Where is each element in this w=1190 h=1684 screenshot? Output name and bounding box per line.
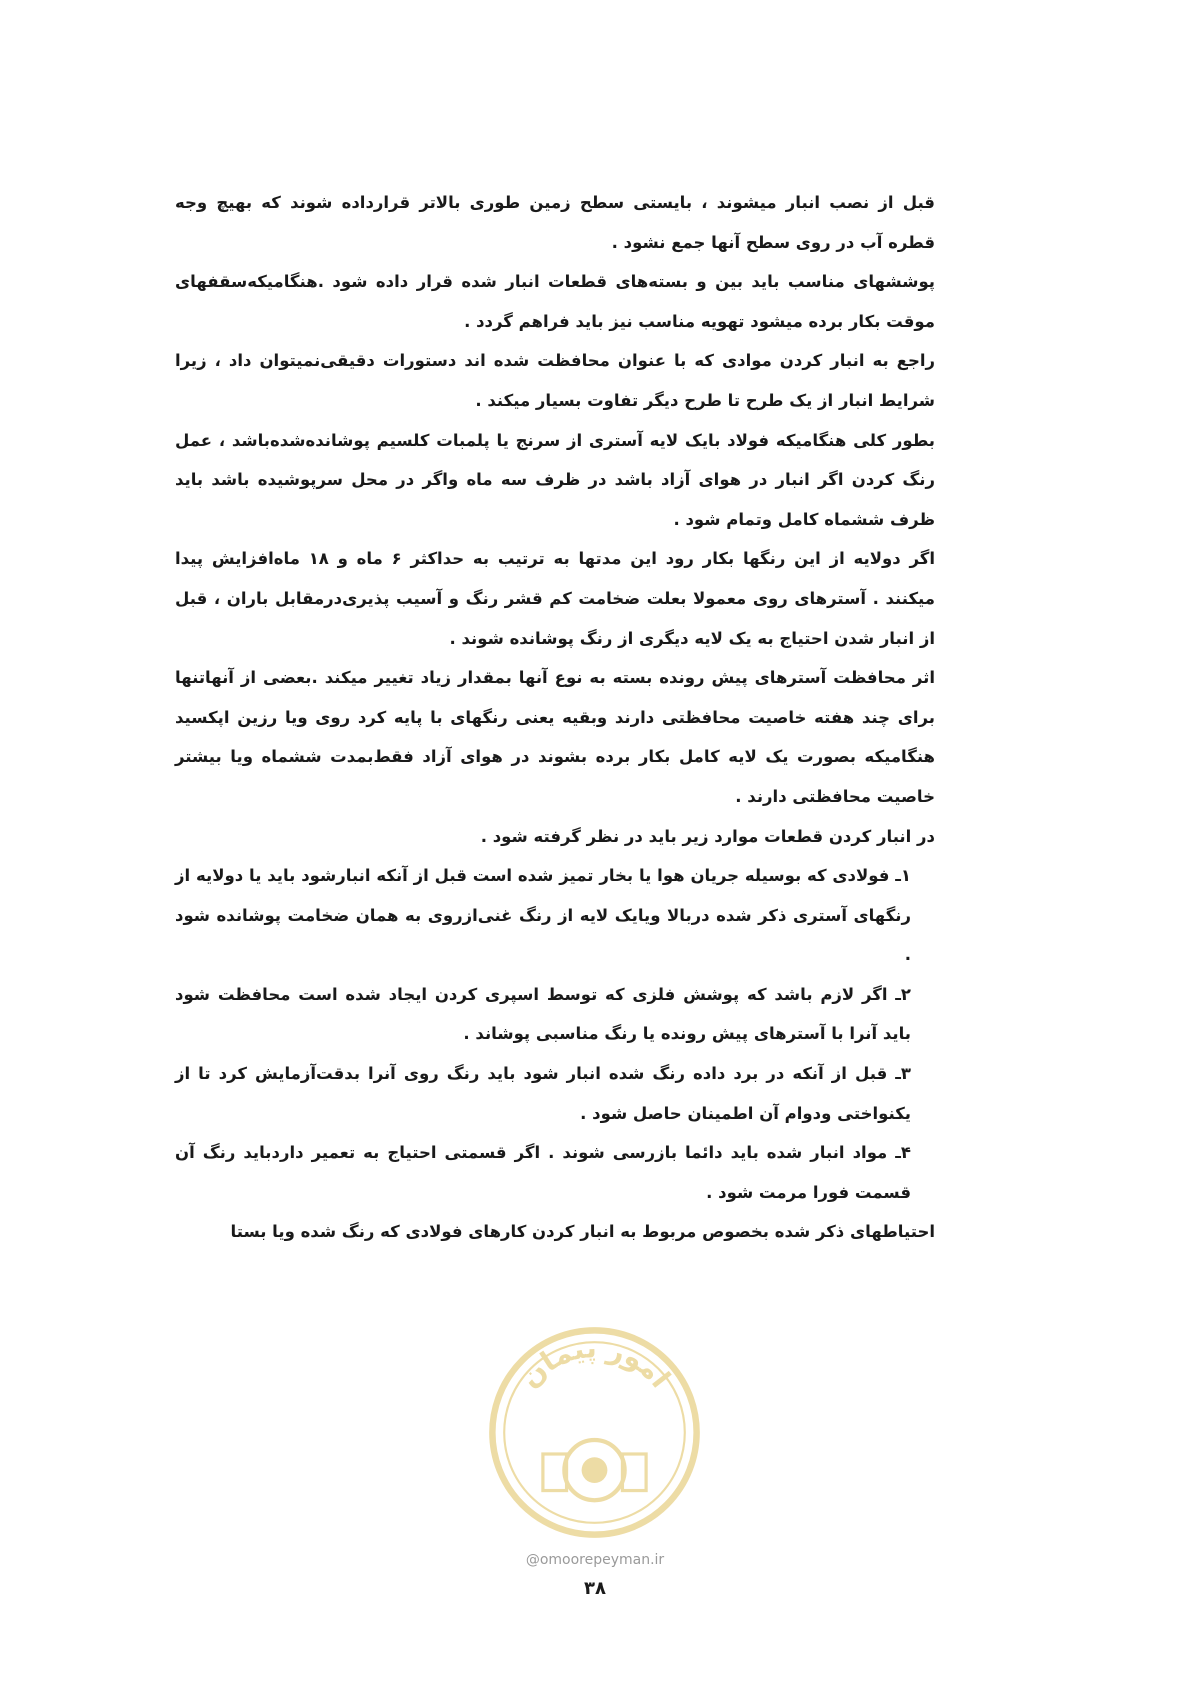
list-item-3: ۳ـ قبل از آنکه در برد داده رنگ شده انبار شود باید رنگ روی آنرا بدقت‌آزمایش کرد تا از یکنواختی ودوام آن اطمینان حاصل شود . <box>175 1064 911 1123</box>
paragraph-6: اثر محافظت آسترهای پیش رونده بسته به نوع آنها بمقدار زیاد تغییر میکند .بعضی از آنها‌تنها برای چند هفته خاصیت محافظتی دارند وبقیه یعنی رنگهای با پایه کرد روی ویا رزین اپکسید هنگامیکه بصورت یک لایه کامل بکار برده بشوند در هوای آزاد فقط‌بمدت ششماه ویا بیشتر خاصیت محافظتی دارند . <box>175 668 935 806</box>
paragraph-3: راجع به انبار کردن موادی که با عنوان محافظت شده اند دستورات دقیقی‌نمیتوان داد ، زیرا شرایط انبار از یک طرح تا طرح دیگر تفاوت بسیار میکند . <box>175 351 935 410</box>
paragraph-4: بطور کلی هنگامیکه فولاد بایک لایه آستری از سرنج یا پلمبات کلسیم پوشانده‌شده‌باشد ، عمل رنگ کردن اگر انبار در هوای آزاد باشد در ظرف سه ماه واگر در محل سرپوشیده باشد باید ظرف ششماه کامل وتمام شود . <box>175 430 935 529</box>
paragraph-7: در انبار کردن قطعات موارد زیر باید در نظر گرفته شود . <box>480 826 935 846</box>
list-item-2: ۲ـ اگر لازم باشد که پوشش فلزی که توسط اسپری کردن ایجاد شده است محافظت شود باید آنرا با آسترهای پیش رونده یا رنگ مناسبی پوشاند . <box>175 984 911 1044</box>
website-watermark: @omoorepeyman.ir <box>525 1552 665 1568</box>
paragraph-5: اگر دولایه از این رنگها بکار رود این مدتها به ترتیب به حداکثر ۶ ماه و ۱۸ ماه‌افزایش پیدا میکنند . آسترهای روی معمولا بعلت ضخامت کم قشر رنگ و آسیب پذیری‌درمقابل باران ، قبل از انبار شدن احتیاج به یک لایه دیگری از رنگ پوشانده شوند . <box>175 549 935 648</box>
closing-paragraph: احتیاطهای ذکر شده بخصوص مربوط به انبار کردن کارهای فولادی که رنگ شده ویا بستا <box>230 1222 935 1242</box>
paragraph-1: قبل از نصب انبار میشوند ، بایستی سطح زمین طوری بالاتر قرارداده شوند که بهیچ وجه قطره آب در روی سطح آنها جمع نشود . <box>175 193 935 252</box>
watermark-logo <box>487 1325 702 1540</box>
requirements-list <box>175 856 935 1212</box>
list-item-1: ۱ـ فولادی که بوسیله جریان هوا یا بخار تمیز شده است قبل از آنکه انبارشود باید یا دولایه از رنگهای آستری ذکر شده دربالا ویایک لایه از رنگ غنی‌ازروی به همان ضخامت پوشانده شود . <box>175 866 911 965</box>
body-text <box>175 183 935 1252</box>
page-number: ۳۸ <box>584 1578 606 1599</box>
list-item-4: ۴ـ مواد انبار شده باید دائما بازرسی شوند . اگر قسمتی احتیاج به تعمیر داردباید رنگ آن قسمت فورا مرمت شود . <box>175 1143 911 1202</box>
svg-text:امور پیمان <box>513 1331 677 1394</box>
watermark-text: امور پیمان <box>513 1331 677 1395</box>
paragraph-2: پوششهای مناسب باید بین و بسته‌های قطعات انبار شده قرار داده شود .هنگامیکه‌سقفهای موقت بکار برده میشود تهویه مناسب نیز باید فراهم گردد . <box>175 272 935 331</box>
